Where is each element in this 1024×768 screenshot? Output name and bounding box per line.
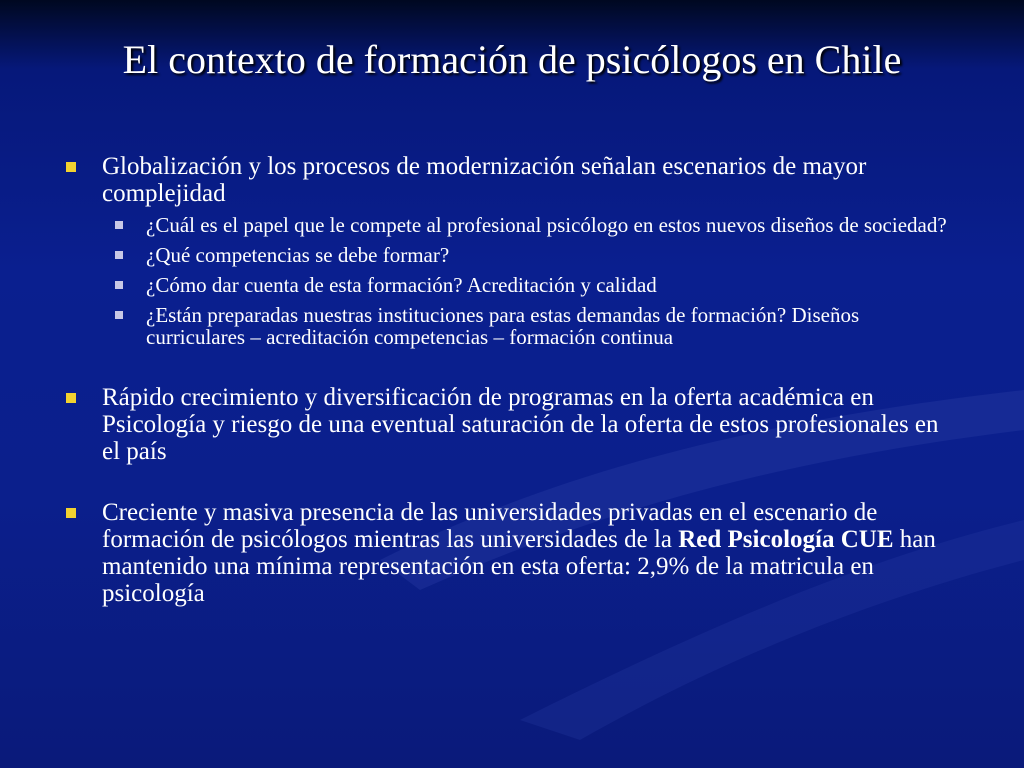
sub-bullet-item (60, 244, 960, 266)
bullet-text: Rápido crecimiento y diversificación de programas en la oferta académica en Psicología y riesgo de una eventual saturación de la oferta de estos profesionales en el país (102, 384, 939, 465)
bullet-text-start: Creciente y masiva presencia de las universidades privadas en el escenario de formación de psicólogos mientras las universidades de la (102, 499, 878, 553)
bullet-item-universidades (60, 499, 960, 607)
spacer (60, 356, 960, 384)
slide-title: El contexto de formación de psicólogos en Chile (122, 37, 902, 82)
square-bullet-icon (66, 393, 76, 403)
sub-bullet-item (60, 214, 960, 236)
square-bullet-icon (66, 162, 76, 172)
sub-bullet-text: ¿Qué competencias se debe formar? (146, 243, 450, 267)
square-bullet-icon (115, 221, 123, 229)
square-bullet-icon (115, 311, 123, 319)
sub-bullet-text: ¿Cuál es el papel que le compete al profesional psicólogo en estos nuevos diseños de sociedad? (146, 213, 947, 237)
sub-bullet-item (60, 274, 960, 296)
bullet-item-globalizacion (60, 153, 960, 207)
bullet-text: Globalización y los procesos de modernización señalan escenarios de mayor complejidad (102, 153, 867, 207)
square-bullet-icon (115, 251, 123, 259)
square-bullet-icon (115, 281, 123, 289)
spacer (60, 465, 960, 499)
square-bullet-icon (66, 508, 76, 518)
sub-bullet-item (60, 304, 960, 348)
bullet-item-crecimiento (60, 384, 960, 465)
slide-content (60, 153, 960, 607)
bullet-text-end: han mantenido una mínima representación en esta oferta: 2,9% de la matricula en psicología (102, 526, 936, 607)
sub-bullet-text: ¿Cómo dar cuenta de esta formación? Acreditación y calidad (146, 273, 657, 297)
sub-bullet-list (60, 214, 960, 348)
bold-red-psicologia-cue: Red Psicología CUE (678, 526, 894, 553)
sub-bullet-text: ¿Están preparadas nuestras instituciones para estas demandas de formación? Diseños curriculares – acreditación competencias – formación continua (146, 303, 860, 349)
